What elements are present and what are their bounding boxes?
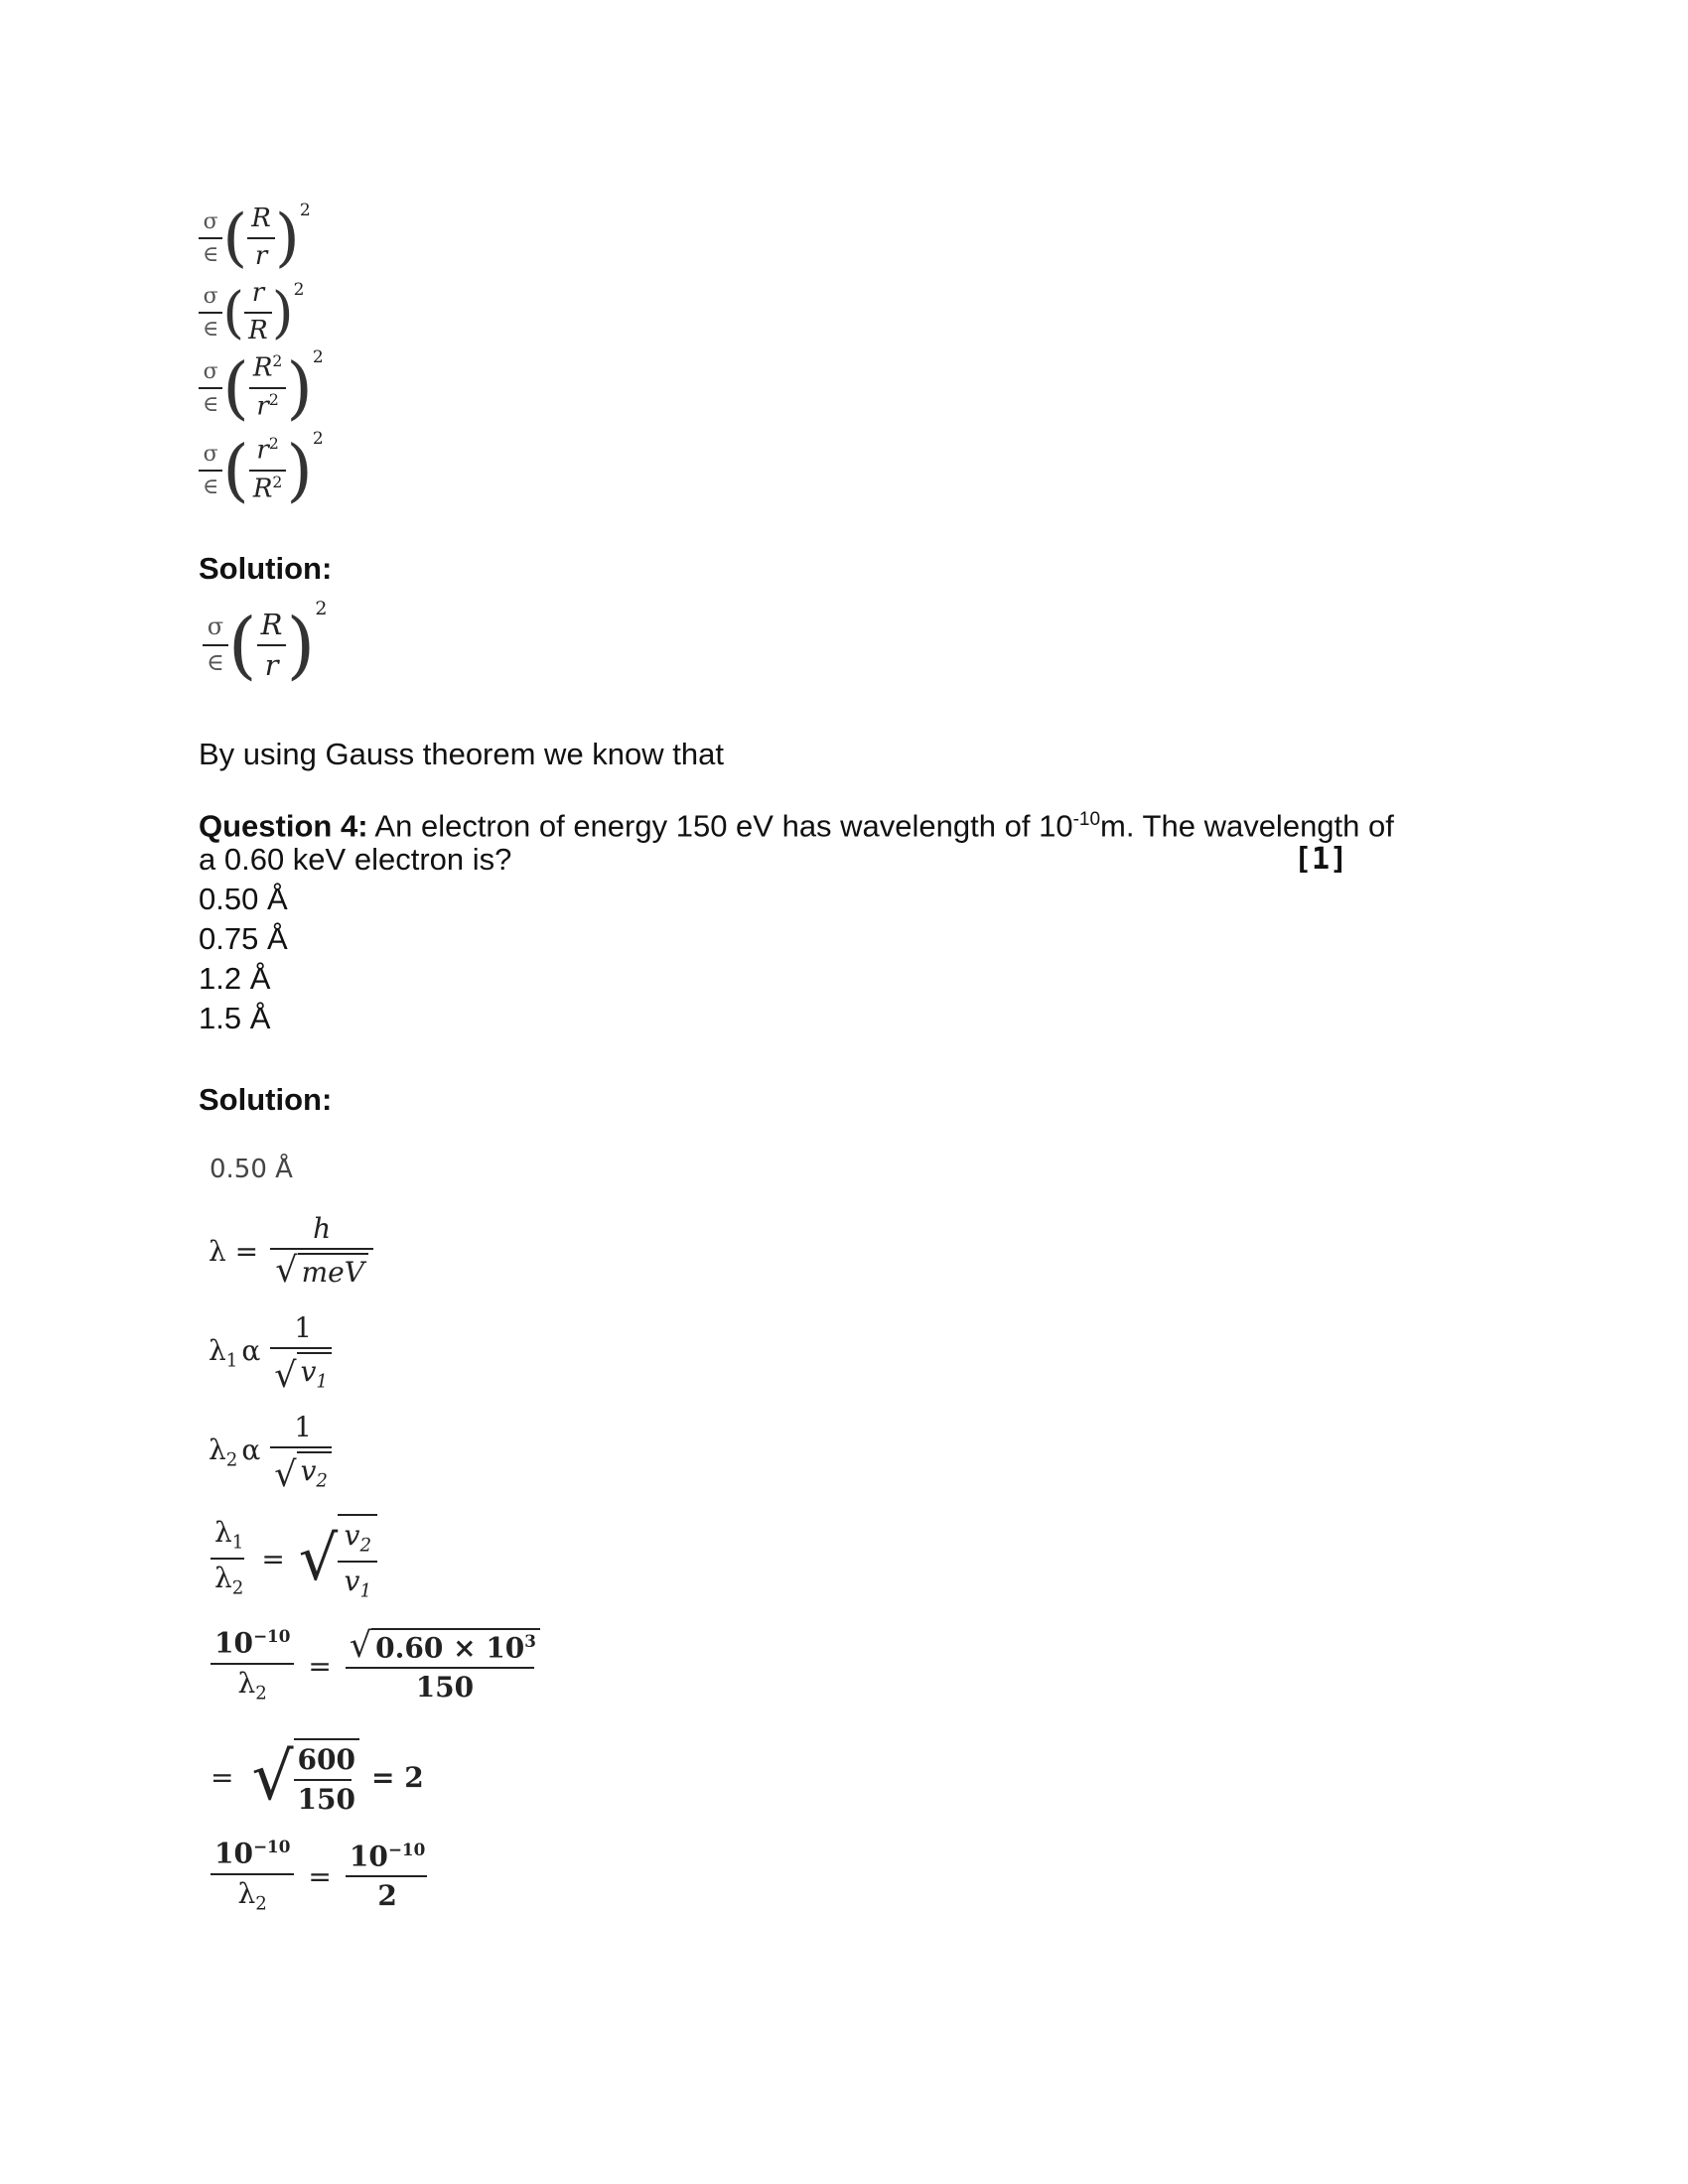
question-4-line1: Question 4: An electron of energy 150 eV has wavelength of $10^{-10}m$. The wavelength of bbox=[199, 808, 1394, 844]
sigma-over-epsilon: $\frac{\sigma}{\in}$ bbox=[203, 614, 228, 676]
right-paren: ) bbox=[286, 348, 313, 428]
q3-solution-heading: Solution: bbox=[199, 551, 333, 586]
sigma-over-epsilon: $\frac{\sigma}{\in}$ bbox=[199, 284, 222, 342]
sigma-over-epsilon: $\frac{\sigma}{\in}$ bbox=[199, 359, 222, 418]
step-wavelength-formula: λ = h √ meV bbox=[209, 1201, 373, 1300]
q3-option-3 bbox=[199, 347, 324, 429]
left-paren: ( bbox=[222, 348, 249, 428]
fraction: $\frac{10^{-10}}{\lambda_2}$ bbox=[211, 1627, 294, 1705]
outer-exponent: 2 bbox=[293, 280, 305, 300]
right-paren: ) bbox=[271, 280, 294, 345]
outer-exponent: 2 bbox=[315, 598, 328, 619]
ratio-fraction: $\frac{R^2}{r^2}$ bbox=[249, 353, 287, 422]
option-b: 0.75 Å bbox=[199, 921, 288, 956]
outer-exponent: 2 bbox=[299, 201, 311, 220]
ratio-fraction: $\frac{R}{r}$ bbox=[257, 609, 287, 683]
step-lambda2-proportional: $\lambda_2$ α 1 √ $v_2$ bbox=[209, 1405, 336, 1500]
fraction: √ $0.60 \times 10^3$ 150 bbox=[346, 1628, 544, 1705]
left-paren: ( bbox=[222, 431, 249, 510]
fraction: 1 √ $v_2$ bbox=[270, 1412, 336, 1493]
fraction: $\frac{\lambda_1}{\lambda_2}$ bbox=[211, 1517, 247, 1599]
left-paren: ( bbox=[222, 280, 245, 345]
step-substitute: $\frac{10^{-10}}{\lambda_2}$ = √ $0.60 \times 10^3$ 150 bbox=[211, 1616, 544, 1715]
square-root: √ $\frac{600}{150}$ bbox=[251, 1738, 359, 1816]
outer-exponent: 2 bbox=[312, 347, 324, 367]
square-root: √ $\frac{v_2}{v_1}$ bbox=[299, 1514, 378, 1602]
sigma-over-epsilon: $\frac{\sigma}{\in}$ bbox=[199, 209, 222, 268]
q3-options bbox=[199, 199, 324, 512]
ratio-fraction: $\frac{r}{R}$ bbox=[244, 279, 272, 346]
step-evaluate: = √ $\frac{600}{150}$ = 2 bbox=[211, 1738, 424, 1816]
right-paren: ) bbox=[286, 431, 313, 510]
q3-option-1 bbox=[199, 199, 324, 278]
left-paren: ( bbox=[222, 202, 248, 275]
right-paren: ) bbox=[274, 202, 300, 275]
q4-answer: 0.50 Å bbox=[210, 1155, 293, 1184]
question-label: Question 4: bbox=[199, 808, 368, 844]
fraction: h √ meV bbox=[270, 1213, 373, 1289]
option-a: 0.50 Å bbox=[199, 882, 288, 916]
option-d: 1.5 Å bbox=[199, 1001, 271, 1035]
left-paren: ( bbox=[227, 603, 257, 688]
marks-badge: [1] bbox=[1294, 842, 1348, 877]
ratio-fraction: $\frac{R}{r}$ bbox=[247, 205, 275, 272]
step-lambda1-proportional: $\lambda_1$ α 1 √ $v_1$ bbox=[209, 1305, 336, 1401]
question-4-line2: a 0.60 keV electron is? bbox=[199, 842, 512, 877]
q4-solution-heading: Solution: bbox=[199, 1082, 333, 1117]
question-4-options bbox=[199, 880, 288, 1038]
step-final: $\frac{10^{-10}}{\lambda_2}$ = $\frac{10^{-10}}{2}$ bbox=[211, 1827, 429, 1926]
ratio-fraction: $\frac{r^2}{R^2}$ bbox=[249, 436, 287, 504]
fraction: $\frac{10^{-10}}{\lambda_2}$ bbox=[211, 1838, 294, 1915]
step-ratio: $\frac{\lambda_1}{\lambda_2}$ = √ $\frac{v_2}{v_1}$ bbox=[211, 1509, 377, 1608]
q3-option-2 bbox=[199, 278, 324, 347]
q3-solution-formula bbox=[203, 596, 327, 695]
sigma-over-epsilon: $\frac{\sigma}{\in}$ bbox=[199, 442, 222, 500]
fraction: $\frac{10^{-10}}{2}$ bbox=[346, 1841, 429, 1913]
q3-explanation: By using Gauss theorem we know that bbox=[199, 737, 724, 771]
fraction: 1 √ $v_1$ bbox=[270, 1312, 336, 1394]
q3-option-4 bbox=[199, 429, 324, 512]
option-c: 1.2 Å bbox=[199, 961, 271, 996]
outer-exponent: 2 bbox=[312, 429, 324, 449]
right-paren: ) bbox=[286, 603, 316, 688]
